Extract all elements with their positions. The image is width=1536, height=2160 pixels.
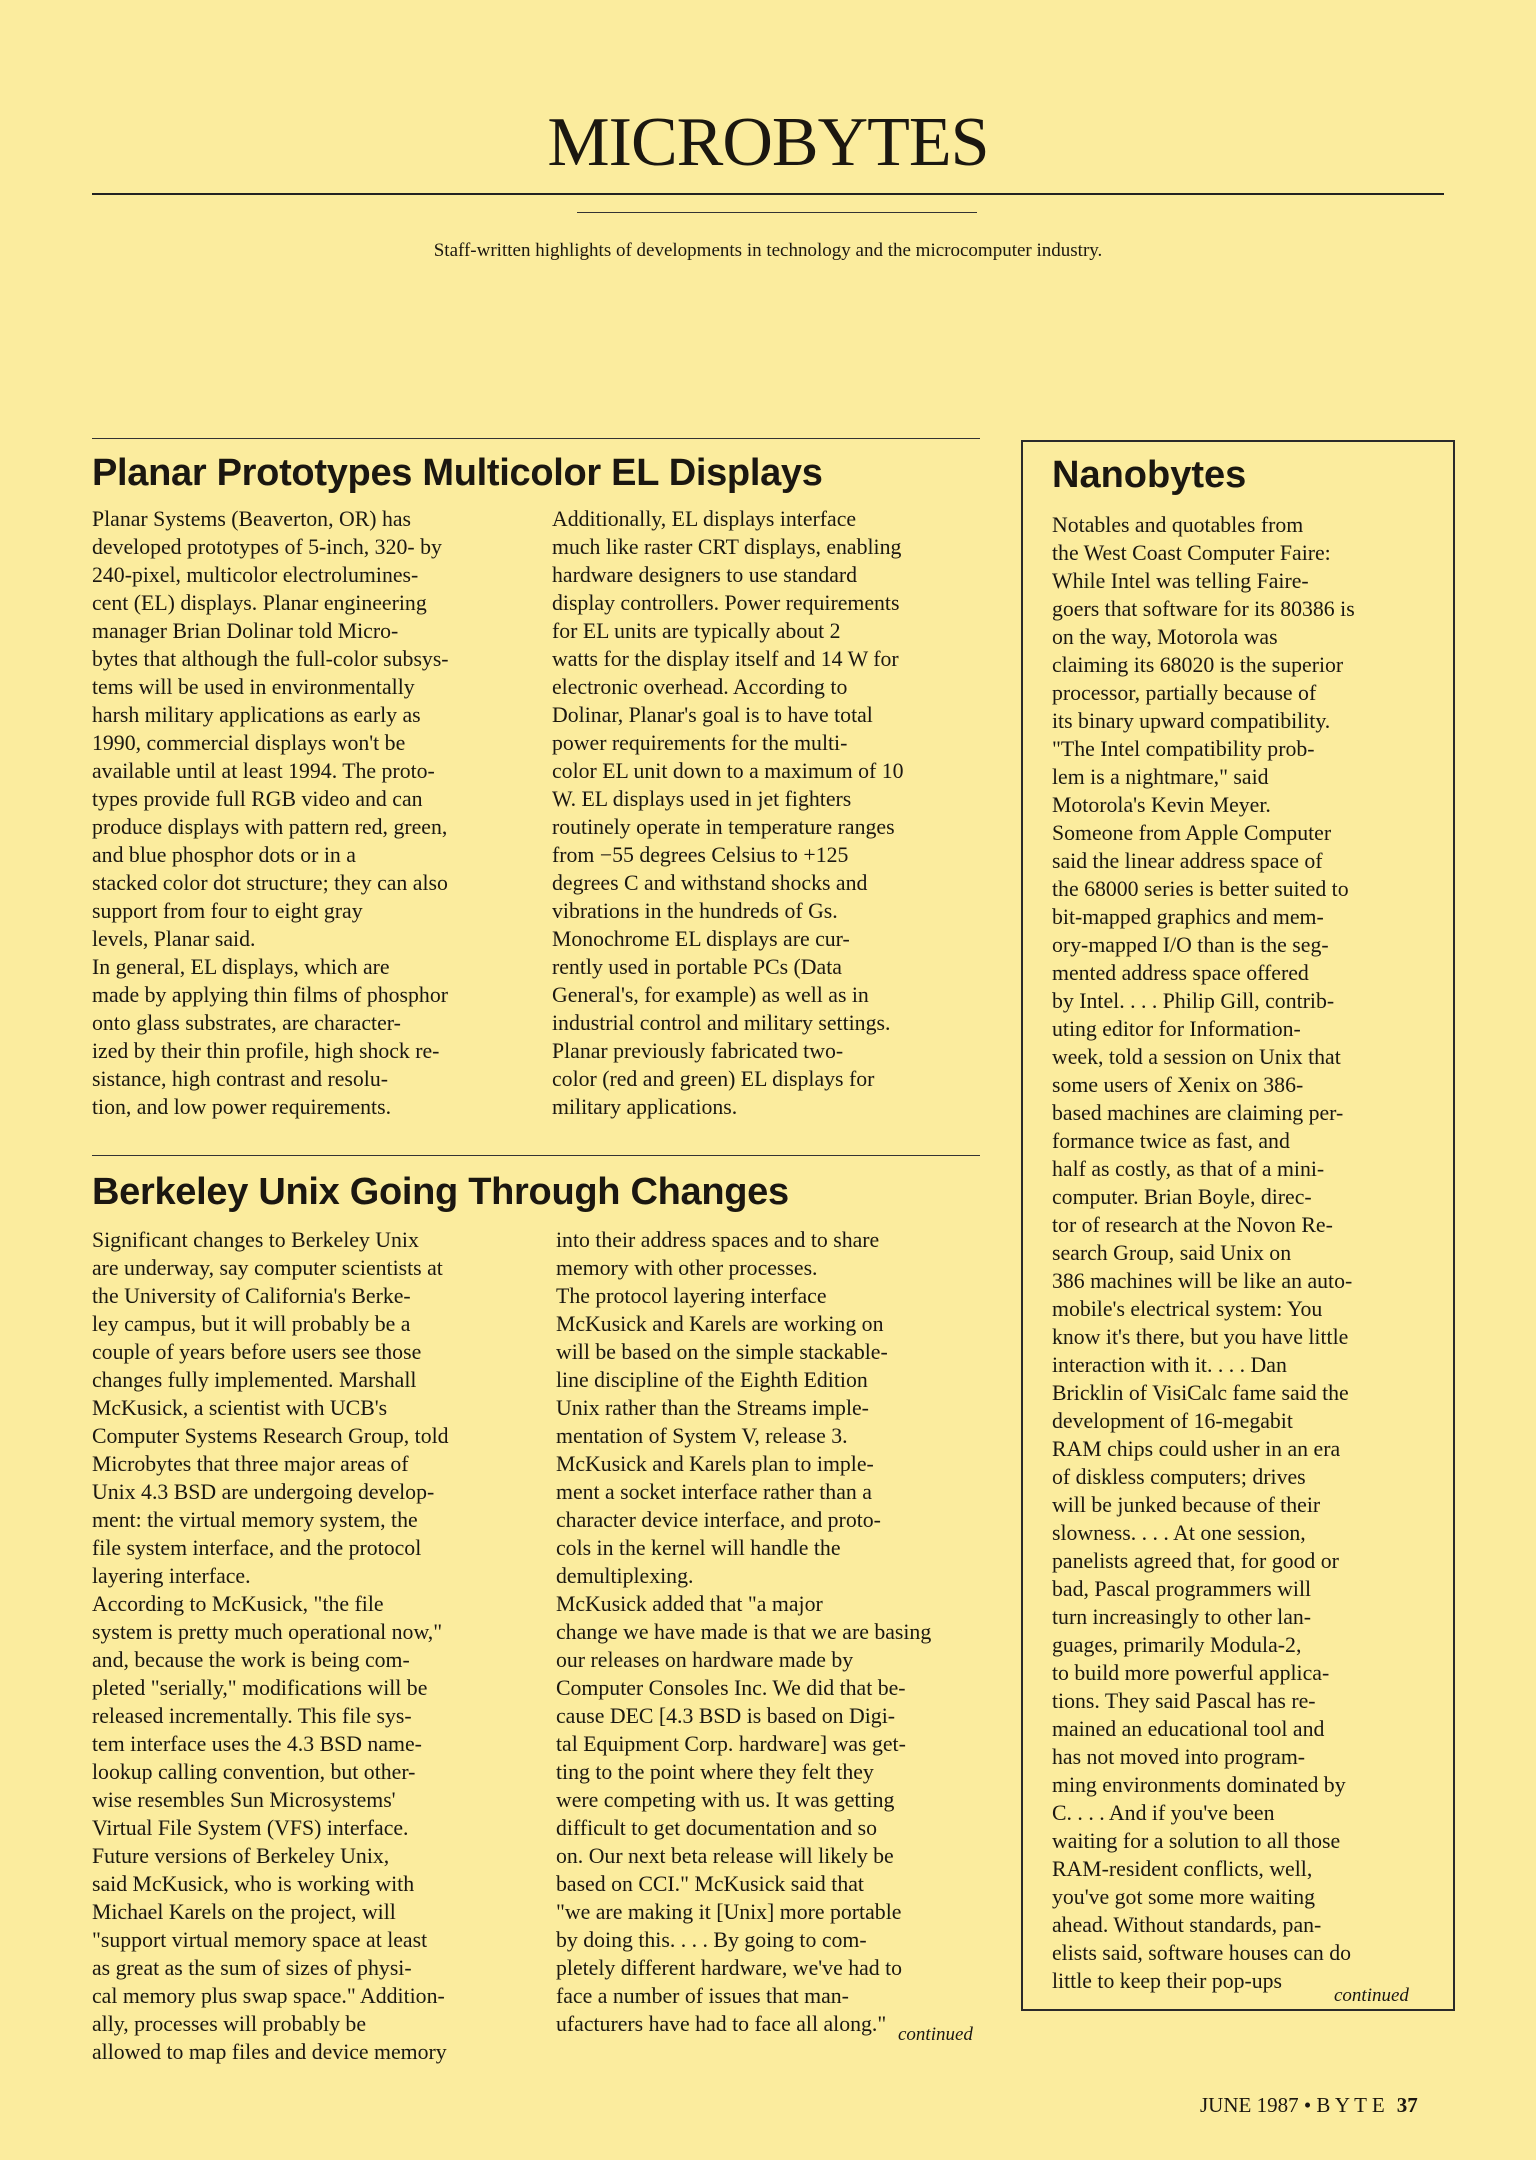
berkeley-column-1: Significant changes to Berkeley Unix are underway, say computer scientists at the University of California's Berke- ley campus, but it will probably be a couple of years before users see those changes fully implemented. Marshall McKusick, a scientist with UCB's Computer Systems Research Group, told Microbytes that three major areas of Unix 4.3 BSD are undergoing develop- ment: the virtual memory system, the file system interface, and the protocol layering interface. According to McKusick, "the file system is pretty much operational now," and, because the work is being com- pleted "serially," modifications will be released incrementally. This file sys- tem interface uses the 4.3 BSD name- lookup calling convention, but other- wise resembles Sun Microsystems' Virtual File System (VFS) interface. Future versions of Berkeley Unix, said McKusick, who is working with Michael Karels on the project, will "support virtual memory space at least as great as the sum of sizes of physi- cal memory plus swap space." Addition- ally, processes will probably be allowed to map files and device memory [92, 1228, 449, 2064]
planar-divider [92, 438, 980, 439]
section-subtitle: Staff-written highlights of developments in technology and the microcomputer industry. [433, 240, 1103, 261]
issue-line: JUNE 1987 • B Y T E [1200, 2093, 1385, 2117]
berkeley-column-2: into their address spaces and to share memory with other processes. The protocol layering interface McKusick and Karels are working on will be based on the simple stackable- line discipline of the Eighth Edition Unix rather than the Streams imple- mentation of System V, release 3. McKusick and Karels plan to imple- ment a socket interface rather than a character device interface, and proto- cols in the kernel will handle the demultiplexing. McKusick added that "a major change we have made is that we are basing our releases on hardware made by Computer Consoles Inc. We did that be- cause DEC [4.3 BSD is based on Digi- tal Equipment Corp. hardware] was get- ting to the point where they felt they were competing with us. It was getting difficult to get documentation and so on. Our next beta release will likely be based on CCI." McKusick said that "we are making it [Unix] more portable by doing this. . . . By going to com- pletely different hardware, we've had to face a number of issues that man- ufacturers have had to face all along." [556, 1228, 932, 2036]
section-title: MICROBYTES [547, 104, 989, 181]
berkeley-divider [92, 1155, 980, 1156]
planar-column-1: Planar Systems (Beaverton, OR) has developed prototypes of 5-inch, 320- by 240-pixel, multicolor electrolumines- cent (EL) displays. Planar engineering manager Brian Dolinar told Micro- bytes that although the full-color subsys- tems will be used in environmentally harsh military applications as early as 1990, commercial displays won't be available until at least 1994. The proto- types provide full RGB video and can produce displays with pattern red, green, and blue phosphor dots or in a stacked color dot structure; they can also support from four to eight gray levels, Planar said. In general, EL displays, which are made by applying thin films of phosphor onto glass substrates, are character- ized by their thin profile, high shock re- sistance, high contrast and resolu- tion, and low power requirements. [92, 507, 449, 1119]
berkeley-continued: continued [898, 2024, 973, 2045]
nanobytes-headline: Nanobytes [1052, 454, 1247, 496]
planar-column-2: Additionally, EL displays interface much like raster CRT displays, enabling hardware designers to use standard display controllers. Power requirements for EL units are typically about 2 watts for the display itself and 14 W for electronic overhead. According to Dolinar, Planar's goal is to have total power requirements for the multi- color EL unit down to a maximum of 10 W. EL displays used in jet fighters routinely operate in temperature ranges from −55 degrees Celsius to +125 degrees C and withstand shocks and vibrations in the hundreds of Gs. Monochrome EL displays are cur- rently used in portable PCs (Data General's, for example) as well as in industrial control and military settings. Planar previously fabricated two- color (red and green) EL displays for military applications. [552, 507, 904, 1119]
berkeley-headline: Berkeley Unix Going Through Changes [92, 1171, 789, 1213]
page-footer [1200, 2093, 1418, 2118]
planar-headline: Planar Prototypes Multicolor EL Displays [92, 452, 823, 494]
nanobytes-body: Notables and quotables from the West Coast Computer Faire: While Intel was telling Faire- goers that software for its 80386 is on the way, Motorola was claiming its 68020 is the superior processor, partially because of its binary upward compatibility. "The Intel compatibility prob- lem is a nightmare," said Motorola's Kevin Meyer. Someone from Apple Computer said the linear address space of the 68000 series is better suited to bit-mapped graphics and mem- ory-mapped I/O than is the seg- mented address space offered by Intel. . . . Philip Gill, contrib- uting editor for Information- week, told a session on Unix that some users of Xenix on 386- based machines are claiming per- formance twice as fast, and half as costly, as that of a mini- computer. Brian Boyle, direc- tor of research at the Novon Re- search Group, said Unix on 386 machines will be like an auto- mobile's electrical system: You know it's there, but you have little interaction with it. . . . Dan Bricklin of VisiCalc fame said the development of 16-megabit RAM chips could usher in an era of diskless computers; drives will be junked because of their slowness. . . . At one session, panelists agreed that, for good or bad, Pascal programmers will turn increasingly to other lan- guages, primarily Modula-2, to build more powerful applica- tions. They said Pascal has re- mained an educational tool and has not moved into program- ming environments dominated by C. . . . And if you've been waiting for a solution to all those RAM-resident conflicts, well, you've got some more waiting ahead. Without standards, pan- elists said, software houses can do little to keep their pop-ups [1052, 513, 1355, 1993]
page-number: 37 [1396, 2093, 1418, 2117]
masthead-rule [92, 193, 1444, 195]
masthead-short-rule [577, 212, 977, 213]
nanobytes-continued: continued [1334, 1985, 1409, 2006]
